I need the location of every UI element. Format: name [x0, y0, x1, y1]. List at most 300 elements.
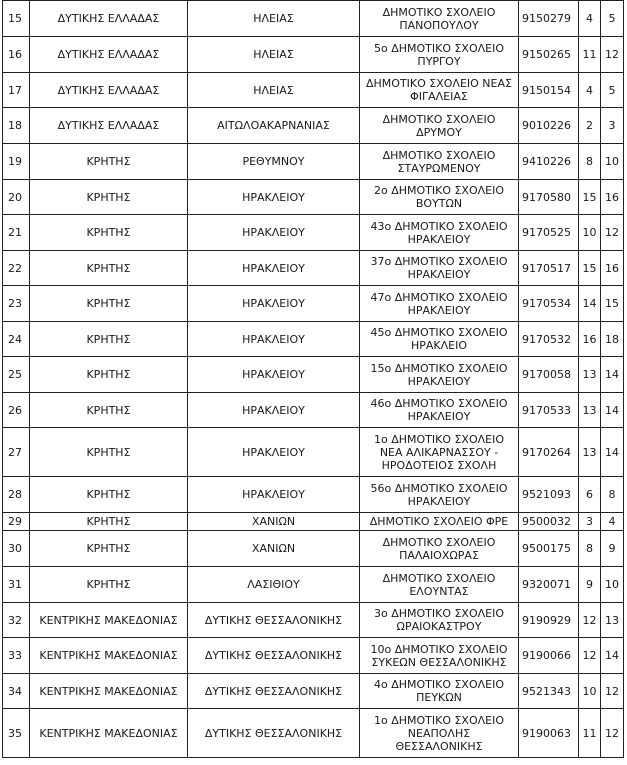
row-number: [3, 477, 30, 513]
school-name-cell: [360, 215, 519, 251]
region-cell: [30, 322, 188, 357]
table-row: [3, 37, 624, 73]
school-code-cell-text: 9150154: [522, 83, 571, 97]
value-a-cell: [579, 638, 601, 674]
region-cell-text: ΚΕΝΤΡΙΚΗΣ ΜΑΚΕΔΟΝΙΑΣ: [39, 613, 178, 627]
table-row: [3, 357, 624, 393]
value-b-cell: [601, 477, 624, 513]
school-name-cell-text: ΔΗΜΟΤΙΚΟ ΣΧΟΛΕΙΟ ΣΤΑΥΡΩΜΕΝΟΥ: [382, 148, 496, 175]
value-a-cell: [579, 428, 601, 477]
value-a-cell: [579, 73, 601, 108]
school-name-cell-text: ΔΗΜΟΤΙΚΟ ΣΧΟΛΕΙΟ ΠΑΛΑΙΟΧΩΡΑΣ: [382, 535, 496, 562]
school-name-cell: [360, 603, 519, 638]
value-a-cell: [579, 37, 601, 73]
table-body: [3, 1, 624, 758]
value-a-cell: [579, 477, 601, 513]
school-code-cell-text: 9170532: [522, 332, 571, 346]
directorate-cell-text: ΗΡΑΚΛΕΙΟΥ: [242, 297, 305, 310]
value-a-cell: [579, 567, 601, 603]
value-a-cell-text: 11: [582, 726, 597, 740]
row-number-text: 18: [8, 119, 22, 132]
value-b-cell: [601, 357, 624, 393]
school-code-cell-text: 9190066: [522, 649, 571, 662]
school-name-cell-text: 3ο ΔΗΜΟΤΙΚΟ ΣΧΟΛΕΙΟ ΩΡΑΙΟΚΑΣΤΡΟΥ: [373, 607, 505, 633]
school-name-cell-text: 2ο ΔΗΜΟΤΙΚΟ ΣΧΟΛΕΙΟ ΒΟΥΤΩΝ: [373, 184, 505, 210]
row-number-text: 19: [8, 155, 22, 168]
value-b-cell-text: 12: [605, 226, 619, 239]
directorate-cell: [188, 513, 360, 531]
value-a-cell-text: 11: [582, 48, 597, 61]
region-cell-text: ΚΡΗΤΗΣ: [86, 542, 131, 555]
row-number: [3, 322, 30, 357]
value-b-cell-text: 10: [605, 155, 619, 168]
school-code-cell: [519, 1, 579, 37]
value-a-cell-text: 8: [586, 542, 593, 555]
region-cell-text: ΔΥΤΙΚΗΣ ΕΛΛΑΔΑΣ: [57, 48, 160, 61]
value-b-cell-text: 9: [608, 542, 616, 555]
region-cell-text: ΔΥΤΙΚΗΣ ΕΛΛΑΔΑΣ: [57, 83, 160, 97]
table-row: [3, 144, 624, 180]
school-code-cell: [519, 513, 579, 531]
directorate-cell-text: ΗΡΑΚΛΕΙΟΥ: [242, 403, 305, 417]
directorate-cell-text: ΔΥΤΙΚΗΣ ΘΕΣΣΑΛΟΝΙΚΗΣ: [204, 613, 343, 627]
directorate-cell-text: ΑΙΤΩΛΟΑΚΑΡΝΑΝΙΑΣ: [217, 119, 330, 132]
directorate-cell: [188, 603, 360, 638]
school-name-cell: [360, 322, 519, 357]
directorate-cell: [188, 37, 360, 73]
value-a-cell-text: 13: [582, 403, 597, 417]
table-row: [3, 251, 624, 286]
region-cell: [30, 73, 188, 108]
school-name-cell: [360, 513, 519, 531]
school-name-cell-text: 1ο ΔΗΜΟΤΙΚΟ ΣΧΟΛΕΙΟ ΝΕΑ ΑΛΙΚΑΡΝΑΣΣΟΥ - ΗΡΟΔΟΤΕΙΟΣ ΣΧΟΛΗ: [373, 432, 505, 472]
school-code-cell: [519, 393, 579, 428]
directorate-cell: [188, 477, 360, 513]
row-number-text: 24: [8, 332, 22, 346]
value-b-cell: [601, 286, 624, 322]
school-name-cell: [360, 144, 519, 180]
school-code-cell-text: 9170580: [522, 190, 571, 204]
school-name-cell: [360, 567, 519, 603]
value-b-cell-text: 14: [605, 445, 619, 459]
directorate-cell-text: ΗΡΑΚΛΕΙΟΥ: [242, 368, 305, 381]
value-a-cell-text: 3: [586, 515, 593, 528]
value-b-cell-text: 12: [605, 48, 619, 61]
school-code-cell: [519, 477, 579, 513]
row-number-text: 23: [8, 297, 22, 310]
row-number: [3, 251, 30, 286]
value-a-cell-text: 8: [586, 155, 593, 168]
directorate-cell: [188, 73, 360, 108]
row-number: [3, 37, 30, 73]
school-code-cell-text: 9500032: [522, 515, 571, 528]
directorate-cell-text: ΗΡΑΚΛΕΙΟΥ: [242, 190, 305, 204]
value-b-cell-text: 12: [605, 684, 619, 698]
value-a-cell-text: 14: [582, 297, 597, 310]
row-number-text: 26: [8, 403, 22, 417]
school-name-cell: [360, 674, 519, 709]
school-code-cell-text: 9320071: [522, 578, 571, 591]
school-code-cell-text: 9170533: [522, 403, 571, 417]
school-code-cell: [519, 603, 579, 638]
region-cell-text: ΔΥΤΙΚΗΣ ΕΛΛΑΔΑΣ: [57, 119, 160, 132]
row-number: [3, 1, 30, 37]
value-a-cell-text: 15: [582, 261, 597, 275]
directorate-cell: [188, 567, 360, 603]
value-b-cell-text: 13: [605, 613, 619, 627]
school-name-cell: [360, 709, 519, 758]
school-code-cell-text: 9410226: [522, 155, 571, 168]
school-code-cell: [519, 251, 579, 286]
row-number: [3, 215, 30, 251]
school-name-cell-text: 43ο ΔΗΜΟΤΙΚΟ ΣΧΟΛΕΙΟ ΗΡΑΚΛΕΙΟΥ: [370, 219, 508, 246]
table-row: [3, 477, 624, 513]
school-code-cell: [519, 638, 579, 674]
region-cell: [30, 428, 188, 477]
directorate-cell: [188, 674, 360, 709]
school-name-cell-text: 46ο ΔΗΜΟΤΙΚΟ ΣΧΟΛΕΙΟ ΗΡΑΚΛΕΙΟΥ: [370, 397, 508, 423]
value-b-cell-text: 3: [608, 119, 616, 132]
school-name-cell-text: 4ο ΔΗΜΟΤΙΚΟ ΣΧΟΛΕΙΟ ΠΕΥΚΩΝ: [373, 678, 505, 704]
school-code-cell: [519, 567, 579, 603]
region-cell: [30, 603, 188, 638]
school-code-cell: [519, 286, 579, 322]
value-a-cell-text: 2: [586, 119, 593, 132]
value-a-cell: [579, 180, 601, 215]
value-b-cell: [601, 531, 624, 567]
school-name-cell-text: 15ο ΔΗΜΟΤΙΚΟ ΣΧΟΛΕΙΟ ΗΡΑΚΛΕΙΟΥ: [370, 361, 508, 388]
school-name-cell-text: 10ο ΔΗΜΟΤΙΚΟ ΣΧΟΛΕΙΟ ΣΥΚΕΩΝ ΘΕΣΣΑΛΟΝΙΚΗΣ: [370, 642, 508, 669]
value-a-cell: [579, 108, 601, 144]
table-row: [3, 513, 624, 531]
region-cell-text: ΚΡΗΤΗΣ: [86, 578, 131, 591]
school-code-cell: [519, 709, 579, 758]
school-name-cell-text: 47ο ΔΗΜΟΤΙΚΟ ΣΧΟΛΕΙΟ ΗΡΑΚΛΕΙΟΥ: [370, 290, 508, 317]
row-number-text: 27: [8, 445, 22, 459]
region-cell: [30, 567, 188, 603]
school-code-cell-text: 9500175: [522, 542, 571, 555]
region-cell-text: ΚΡΗΤΗΣ: [86, 445, 131, 459]
row-number-text: 31: [8, 578, 22, 591]
table-row: [3, 215, 624, 251]
table-row: [3, 73, 624, 108]
school-name-cell-text: 37ο ΔΗΜΟΤΙΚΟ ΣΧΟΛΕΙΟ ΗΡΑΚΛΕΙΟΥ: [370, 255, 508, 281]
row-number: [3, 531, 30, 567]
school-code-cell-text: 9150279: [522, 12, 571, 25]
region-cell-text: ΚΡΗΤΗΣ: [86, 403, 131, 417]
school-code-cell-text: 9010226: [522, 119, 571, 132]
region-cell-text: ΚΡΗΤΗΣ: [86, 226, 131, 239]
row-number: [3, 73, 30, 108]
value-b-cell-text: 5: [608, 83, 616, 97]
table-row: [3, 108, 624, 144]
row-number-text: 33: [8, 649, 22, 662]
row-number-text: 32: [8, 613, 22, 627]
value-b-cell-text: 14: [605, 649, 619, 662]
directorate-cell: [188, 638, 360, 674]
table-row: [3, 286, 624, 322]
value-b-cell: [601, 251, 624, 286]
school-code-cell: [519, 357, 579, 393]
region-cell: [30, 638, 188, 674]
table-row: [3, 603, 624, 638]
school-name-cell-text: 56ο ΔΗΜΟΤΙΚΟ ΣΧΟΛΕΙΟ ΗΡΑΚΛΕΙΟΥ: [370, 481, 508, 508]
value-a-cell-text: 13: [582, 445, 597, 459]
value-b-cell-text: 12: [605, 726, 619, 740]
value-b-cell: [601, 567, 624, 603]
value-a-cell: [579, 709, 601, 758]
value-b-cell-text: 15: [605, 297, 619, 310]
region-cell: [30, 531, 188, 567]
value-b-cell-text: 18: [605, 332, 619, 346]
table-row: [3, 638, 624, 674]
value-b-cell: [601, 709, 624, 758]
school-name-cell: [360, 73, 519, 108]
value-a-cell-text: 15: [582, 190, 597, 204]
school-code-cell: [519, 674, 579, 709]
directorate-cell: [188, 428, 360, 477]
row-number: [3, 638, 30, 674]
value-b-cell: [601, 37, 624, 73]
school-code-cell-text: 9150265: [522, 48, 571, 61]
value-b-cell: [601, 144, 624, 180]
school-code-cell: [519, 531, 579, 567]
value-b-cell: [601, 638, 624, 674]
region-cell-text: ΚΡΗΤΗΣ: [86, 190, 131, 204]
directorate-cell-text: ΗΡΑΚΛΕΙΟΥ: [242, 488, 305, 501]
directorate-cell-text: ΧΑΝΙΩΝ: [251, 515, 296, 528]
directorate-cell: [188, 144, 360, 180]
table-row: [3, 1, 624, 37]
school-name-cell: [360, 180, 519, 215]
region-cell-text: ΚΡΗΤΗΣ: [86, 297, 131, 310]
value-b-cell-text: 4: [608, 515, 616, 528]
school-code-cell-text: 9521343: [522, 684, 571, 698]
directorate-cell-text: ΗΡΑΚΛΕΙΟΥ: [242, 445, 305, 459]
value-b-cell: [601, 180, 624, 215]
directorate-cell-text: ΡΕΘΥΜΝΟΥ: [242, 155, 305, 168]
school-code-cell-text: 9170264: [522, 445, 571, 459]
school-name-cell: [360, 286, 519, 322]
school-name-cell-text: 5ο ΔΗΜΟΤΙΚΟ ΣΧΟΛΕΙΟ ΠΥΡΓΟΥ: [373, 41, 505, 68]
school-code-cell: [519, 180, 579, 215]
row-number-text: 34: [8, 684, 22, 698]
value-a-cell-text: 12: [582, 649, 597, 662]
row-number-text: 20: [8, 190, 22, 204]
region-cell-text: ΚΕΝΤΡΙΚΗΣ ΜΑΚΕΔΟΝΙΑΣ: [39, 649, 178, 662]
region-cell: [30, 513, 188, 531]
directorate-cell: [188, 531, 360, 567]
region-cell: [30, 251, 188, 286]
value-a-cell-text: 13: [582, 368, 597, 381]
table-row: [3, 322, 624, 357]
value-b-cell-text: 10: [605, 578, 619, 591]
region-cell: [30, 393, 188, 428]
value-a-cell-text: 4: [586, 12, 593, 25]
school-code-cell: [519, 215, 579, 251]
school-name-cell-text: ΔΗΜΟΤΙΚΟ ΣΧΟΛΕΙΟ ΠΑΝΟΠΟΥΛΟΥ: [382, 5, 496, 32]
table-row: [3, 428, 624, 477]
value-b-cell-text: 14: [605, 403, 619, 417]
value-b-cell: [601, 108, 624, 144]
directorate-cell-text: ΔΥΤΙΚΗΣ ΘΕΣΣΑΛΟΝΙΚΗΣ: [204, 726, 343, 740]
row-number: [3, 513, 30, 531]
value-b-cell-text: 5: [608, 12, 616, 25]
table-row: [3, 709, 624, 758]
row-number: [3, 144, 30, 180]
row-number: [3, 357, 30, 393]
school-name-cell-text: ΔΗΜΟΤΙΚΟ ΣΧΟΛΕΙΟ ΔΡΥΜΟΥ: [382, 112, 496, 139]
directorate-cell: [188, 357, 360, 393]
school-code-cell: [519, 144, 579, 180]
region-cell: [30, 215, 188, 251]
schools-table: [2, 0, 624, 758]
directorate-cell-text: ΗΡΑΚΛΕΙΟΥ: [242, 332, 305, 346]
region-cell-text: ΚΡΗΤΗΣ: [86, 332, 131, 346]
value-b-cell-text: 16: [605, 261, 619, 275]
value-b-cell: [601, 73, 624, 108]
value-a-cell: [579, 513, 601, 531]
value-a-cell: [579, 251, 601, 286]
directorate-cell: [188, 1, 360, 37]
school-code-cell-text: 9190929: [522, 613, 571, 627]
value-a-cell: [579, 215, 601, 251]
row-number: [3, 428, 30, 477]
school-code-cell: [519, 428, 579, 477]
value-b-cell: [601, 215, 624, 251]
directorate-cell: [188, 180, 360, 215]
school-name-cell: [360, 393, 519, 428]
region-cell-text: ΚΕΝΤΡΙΚΗΣ ΜΑΚΕΔΟΝΙΑΣ: [39, 726, 178, 740]
row-number-text: 30: [8, 542, 22, 555]
region-cell: [30, 1, 188, 37]
region-cell: [30, 357, 188, 393]
directorate-cell-text: ΔΥΤΙΚΗΣ ΘΕΣΣΑΛΟΝΙΚΗΣ: [204, 649, 343, 662]
row-number-text: 15: [8, 12, 22, 25]
value-a-cell-text: 10: [582, 684, 597, 698]
value-b-cell: [601, 322, 624, 357]
school-name-cell-text: ΔΗΜΟΤΙΚΟ ΣΧΟΛΕΙΟ ΝΕΑΣ ΦΙΓΑΛΕΙΑΣ: [366, 77, 512, 103]
value-a-cell-text: 10: [582, 226, 597, 239]
row-number: [3, 709, 30, 758]
value-b-cell-text: 14: [605, 368, 619, 381]
region-cell: [30, 144, 188, 180]
value-a-cell-text: 16: [582, 332, 597, 346]
value-a-cell-text: 12: [582, 613, 597, 627]
school-code-cell: [519, 108, 579, 144]
row-number-text: 16: [8, 48, 22, 61]
region-cell-text: ΚΡΗΤΗΣ: [86, 368, 131, 381]
row-number-text: 17: [8, 83, 22, 97]
directorate-cell: [188, 286, 360, 322]
school-name-cell: [360, 251, 519, 286]
region-cell: [30, 37, 188, 73]
table-row: [3, 531, 624, 567]
row-number: [3, 603, 30, 638]
school-code-cell-text: 9170058: [522, 368, 571, 381]
table-row: [3, 674, 624, 709]
school-name-cell: [360, 638, 519, 674]
school-code-cell-text: 9170517: [522, 261, 571, 275]
school-name-cell-text: 1ο ΔΗΜΟΤΙΚΟ ΣΧΟΛΕΙΟ ΝΕΑΠΟΛΗΣ ΘΕΣΣΑΛΟΝΙΚΗΣ: [373, 713, 505, 753]
school-name-cell-text: ΔΗΜΟΤΙΚΟ ΣΧΟΛΕΙΟ ΕΛΟΥΝΤΑΣ: [382, 571, 496, 598]
school-code-cell: [519, 73, 579, 108]
school-code-cell-text: 9190063: [522, 726, 571, 740]
value-a-cell: [579, 393, 601, 428]
value-a-cell: [579, 674, 601, 709]
school-code-cell-text: 9521093: [522, 488, 571, 501]
region-cell: [30, 180, 188, 215]
school-name-cell: [360, 108, 519, 144]
table-row: [3, 567, 624, 603]
school-name-cell: [360, 357, 519, 393]
row-number: [3, 180, 30, 215]
row-number: [3, 674, 30, 709]
value-b-cell: [601, 674, 624, 709]
value-a-cell: [579, 1, 601, 37]
directorate-cell: [188, 709, 360, 758]
table-row: [3, 393, 624, 428]
value-a-cell: [579, 144, 601, 180]
value-b-cell: [601, 1, 624, 37]
row-number-text: 28: [8, 488, 22, 501]
directorate-cell: [188, 108, 360, 144]
row-number-text: 29: [8, 515, 22, 528]
region-cell: [30, 477, 188, 513]
row-number-text: 21: [8, 226, 22, 239]
row-number: [3, 567, 30, 603]
directorate-cell: [188, 393, 360, 428]
region-cell-text: ΚΡΗΤΗΣ: [86, 155, 131, 168]
region-cell: [30, 709, 188, 758]
directorate-cell-text: ΗΛΕΙΑΣ: [253, 48, 294, 61]
directorate-cell: [188, 215, 360, 251]
region-cell: [30, 108, 188, 144]
directorate-cell: [188, 251, 360, 286]
region-cell: [30, 674, 188, 709]
row-number: [3, 393, 30, 428]
row-number-text: 25: [8, 368, 22, 381]
school-code-cell-text: 9170534: [522, 297, 571, 310]
value-b-cell-text: 16: [605, 190, 619, 204]
directorate-cell-text: ΔΥΤΙΚΗΣ ΘΕΣΣΑΛΟΝΙΚΗΣ: [204, 684, 343, 698]
value-b-cell: [601, 428, 624, 477]
region-cell-text: ΚΡΗΤΗΣ: [86, 488, 131, 501]
value-a-cell-text: 6: [586, 488, 593, 501]
region-cell-text: ΚΡΗΤΗΣ: [86, 261, 131, 275]
value-b-cell-text: 8: [608, 488, 616, 501]
row-number-text: 22: [8, 261, 22, 275]
row-number: [3, 108, 30, 144]
school-name-cell-text: ΔΗΜΟΤΙΚΟ ΣΧΟΛΕΙΟ ΦΡΕ: [369, 515, 509, 528]
value-b-cell: [601, 513, 624, 531]
school-name-cell: [360, 531, 519, 567]
directorate-cell-text: ΗΡΑΚΛΕΙΟΥ: [242, 261, 305, 275]
school-name-cell: [360, 1, 519, 37]
directorate-cell-text: ΛΑΣΙΘΙΟΥ: [247, 578, 300, 591]
value-b-cell: [601, 393, 624, 428]
school-code-cell: [519, 322, 579, 357]
region-cell-text: ΚΡΗΤΗΣ: [86, 515, 131, 528]
directorate-cell-text: ΗΛΕΙΑΣ: [253, 83, 294, 97]
school-code-cell: [519, 37, 579, 73]
directorate-cell-text: ΗΛΕΙΑΣ: [253, 12, 294, 25]
row-number: [3, 286, 30, 322]
directorate-cell-text: ΗΡΑΚΛΕΙΟΥ: [242, 226, 305, 239]
region-cell: [30, 286, 188, 322]
region-cell-text: ΚΕΝΤΡΙΚΗΣ ΜΑΚΕΔΟΝΙΑΣ: [39, 684, 178, 698]
school-name-cell: [360, 428, 519, 477]
